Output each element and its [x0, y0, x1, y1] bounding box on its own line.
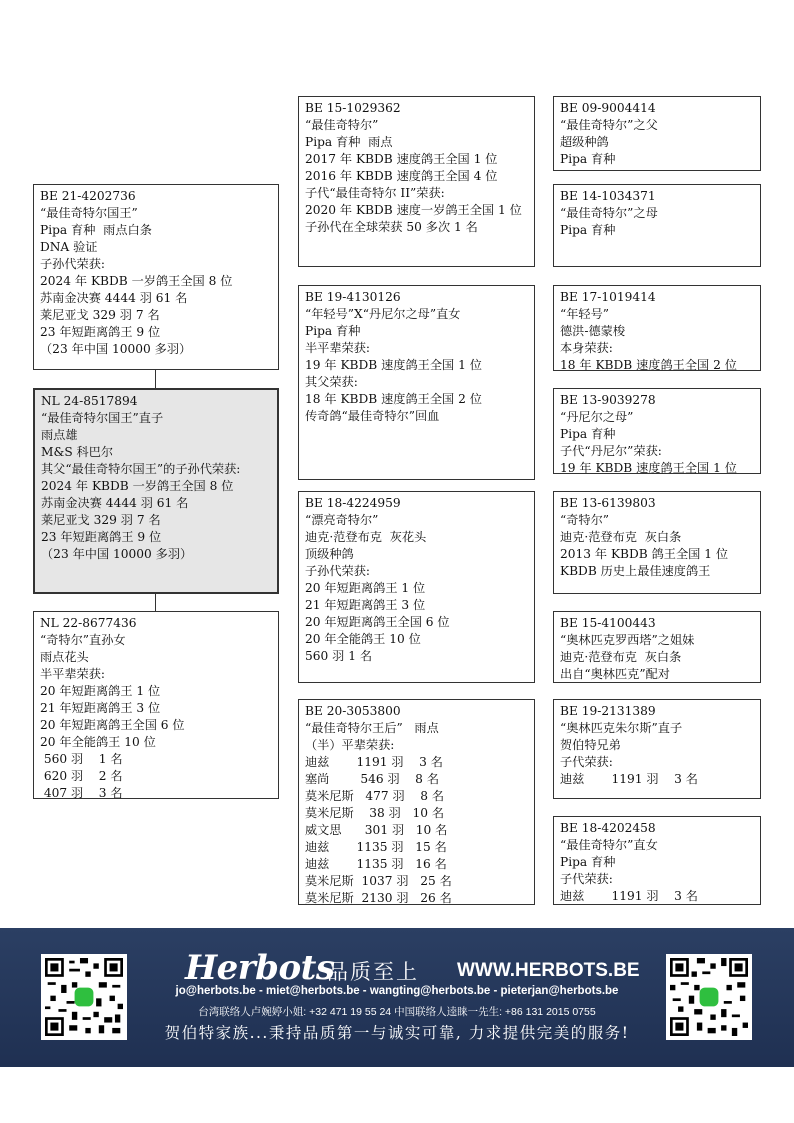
card-line: 子代荣获:	[560, 755, 613, 769]
card-line: 其父“最佳奇特尔国王”的子孙代荣获:	[41, 462, 241, 476]
dam-dam-card	[298, 699, 535, 905]
card-line: “奥林匹克朱尔斯”直子	[560, 721, 683, 735]
card-line: 迪克·范登布克 灰花头	[305, 530, 427, 544]
card-line: 子代“丹尼尔”荣获:	[560, 444, 662, 458]
card-line: 莱尼亚戈 329 羽 7 名	[41, 513, 161, 527]
card-line: 本身荣获:	[560, 341, 613, 355]
card-line: “最佳奇特尔王后” 雨点	[305, 721, 439, 735]
card-line: 塞尚 546 羽 8 名	[305, 772, 440, 786]
card-line: 子代“最佳奇特尔 II”荣获:	[305, 186, 445, 200]
card-line: 子孙代在全球荣获 50 多次 1 名	[305, 220, 478, 234]
card-line: 其父荣获:	[305, 375, 358, 389]
card-line: 威文思 301 羽 10 名	[305, 823, 448, 837]
contact-emails[interactable]: jo@herbots.be - miet@herbots.be - wangting@herbots.be - pieterjan@herbots.be	[175, 985, 619, 997]
card-line: 2020 年 KBDB 速度一岁鸽王全国 1 位	[305, 203, 522, 217]
card-line: “最佳奇特尔国王”	[40, 206, 138, 220]
card-line: 2013 年 KBDB 鸽王全国 1 位	[560, 547, 729, 561]
card-line: 雨点花头	[40, 650, 89, 664]
ring-number: BE 19-4130126	[305, 290, 401, 304]
card-line: 迪克·范登布克 灰白条	[560, 650, 682, 664]
qr-code-wechat	[666, 954, 752, 1040]
card-line: Pipa 育种 雨点白条	[40, 223, 152, 237]
card-line: 子代荣获:	[560, 872, 613, 886]
qr-code-line	[41, 954, 127, 1040]
card-line: 560 羽 1 名	[305, 649, 373, 663]
card-line: 贺伯特兄弟	[560, 738, 621, 752]
card-line: Pipa 育种	[560, 152, 616, 166]
ring-number: NL 22-8677436	[40, 616, 137, 630]
card-line: 德洪-德蒙梭	[560, 324, 626, 338]
card-line: 莱尼亚戈 329 羽 7 名	[40, 308, 160, 322]
card-line: 莫米尼斯 2130 羽 26 名	[305, 891, 452, 905]
card-line: 莫米尼斯 38 羽 10 名	[305, 806, 445, 820]
card-line: 子孙代荣获:	[40, 257, 106, 271]
contact-phones: 台湾联络人卢婉婷小姐: +32 471 19 55 24 中国联络人逵睐一先生: +86 131 2015 0755	[198, 1006, 596, 1018]
card-line: 21 年短距离鸽王 3 位	[305, 598, 426, 612]
card-line: 莫米尼斯 477 羽 8 名	[305, 789, 445, 803]
sire-card	[33, 184, 279, 370]
card-line: 19 年 KBDB 速度鸽王全国 1 位	[305, 358, 482, 372]
card-line: 620 羽 2 名	[40, 769, 123, 783]
sire-dam-card	[298, 285, 535, 480]
wechat-icon	[700, 988, 719, 1007]
ring-number: BE 09-9004414	[560, 101, 656, 115]
card-line: （半）平辈荣获:	[305, 738, 395, 752]
card-line: 20 年短距离鸽王全国 6 位	[40, 718, 185, 732]
card-line: 迪兹 1191 羽 3 名	[560, 889, 698, 903]
card-line: 20 年全能鸽王 10 位	[40, 735, 156, 749]
card-line: Pipa 育种	[560, 427, 616, 441]
connector-subject-dam	[155, 594, 156, 611]
brand-logo: Herbots	[185, 948, 335, 988]
card-line: 2016 年 KBDB 速度鸽王全国 4 位	[305, 169, 498, 183]
ring-number: BE 13-9039278	[560, 393, 656, 407]
card-line: 18 年 KBDB 速度鸽王全国 2 位	[560, 358, 737, 371]
card-line: DNA 验证	[40, 240, 98, 254]
card-line: 半平辈荣获:	[305, 341, 371, 355]
ring-number: BE 15-1029362	[305, 101, 401, 115]
great-grandparent-card-8	[553, 816, 761, 905]
card-line: M&S 科巴尔	[41, 445, 114, 459]
ring-number: BE 15-4100443	[560, 616, 656, 630]
great-grandparent-card-5	[553, 491, 761, 594]
card-line: 莫米尼斯 1037 羽 25 名	[305, 874, 452, 888]
great-grandparent-card-4	[553, 388, 761, 474]
card-line: “奇特尔”直孙女	[40, 633, 126, 647]
ring-number: BE 20-3053800	[305, 704, 401, 718]
card-line: KBDB 历史上最佳速度鸽王	[560, 564, 711, 578]
company-motto: 贺伯特家族...秉持品质第一与诚实可靠, 力求提供完美的服务!	[164, 1024, 630, 1042]
card-line: 苏南金决赛 4444 羽 61 名	[41, 496, 189, 510]
great-grandparent-card-2	[553, 184, 761, 267]
card-line: “奥林匹克罗西塔”之姐妹	[560, 633, 695, 647]
great-grandparent-card-1	[553, 96, 761, 171]
footer-banner	[0, 928, 794, 1067]
card-line: Pipa 育种	[305, 324, 361, 338]
card-line: “最佳奇特尔”	[305, 118, 379, 132]
qr-code-left-graphic	[45, 958, 123, 1036]
card-line: Pipa 育种	[560, 223, 616, 237]
card-line: 23 年短距离鸽王 9 位	[40, 325, 161, 339]
brand-tagline: 品质至上	[327, 960, 419, 984]
card-line: （23 年中国 10000 多羽）	[41, 547, 193, 561]
card-line: Pipa 育种 雨点	[305, 135, 393, 149]
great-grandparent-card-7	[553, 699, 761, 799]
card-line: “丹尼尔之母”	[560, 410, 634, 424]
card-line: 超级种鸽	[560, 135, 609, 149]
card-line: 19 年 KBDB 速度鸽王全国 1 位	[560, 461, 737, 474]
card-line: 21 年短距离鸽王 3 位	[40, 701, 161, 715]
card-line: 雨点雄	[41, 428, 78, 442]
subject-pigeon-card	[33, 388, 279, 594]
ring-number: NL 24-8517894	[41, 394, 138, 408]
card-line: 2024 年 KBDB 一岁鸽王全国 8 位	[40, 274, 233, 288]
ring-number: BE 21-4202736	[40, 189, 136, 203]
card-line: 出自“奥林匹克”配对	[560, 667, 670, 681]
card-line: “年轻号”	[560, 307, 610, 321]
line-icon	[75, 988, 94, 1007]
connector-sire-subject	[155, 370, 156, 388]
card-line: 2017 年 KBDB 速度鸽王全国 1 位	[305, 152, 498, 166]
card-line: 20 年短距离鸽王全国 6 位	[305, 615, 450, 629]
card-line: 迪兹 1135 羽 15 名	[305, 840, 447, 854]
card-line: “最佳奇特尔国王”直子	[41, 411, 164, 425]
dam-card	[33, 611, 279, 799]
ring-number: BE 18-4224959	[305, 496, 401, 510]
ring-number: BE 19-2131389	[560, 704, 656, 718]
card-line: 2024 年 KBDB 一岁鸽王全国 8 位	[41, 479, 234, 493]
website-link[interactable]: WWW.HERBOTS.BE	[457, 960, 640, 981]
great-grandparent-card-6	[553, 611, 761, 683]
card-line: 407 羽 3 名	[40, 786, 123, 799]
card-line: 560 羽 1 名	[40, 752, 123, 766]
card-line: “最佳奇特尔”之母	[560, 206, 658, 220]
card-line: “最佳奇特尔”直女	[560, 838, 658, 852]
card-line: 20 年短距离鸽王 1 位	[40, 684, 161, 698]
card-line: 23 年短距离鸽王 9 位	[41, 530, 162, 544]
card-line: Pipa 育种	[560, 855, 616, 869]
qr-code-right-graphic	[670, 958, 748, 1036]
card-line: 迪兹 1191 羽 3 名	[560, 772, 698, 786]
card-line: “漂亮奇特尔”	[305, 513, 379, 527]
card-line: 迪克·范登布克 灰白条	[560, 530, 682, 544]
great-grandparent-card-3	[553, 285, 761, 371]
card-line: 20 年全能鸽王 10 位	[305, 632, 421, 646]
card-line: 迪兹 1191 羽 3 名	[305, 755, 443, 769]
card-line: “奇特尔”	[560, 513, 610, 527]
card-line: 子孙代荣获:	[305, 564, 371, 578]
sire-sire-card	[298, 96, 535, 267]
ring-number: BE 17-1019414	[560, 290, 656, 304]
card-line: “最佳奇特尔”之父	[560, 118, 658, 132]
card-line: 顶级种鸽	[305, 547, 354, 561]
card-line: 迪兹 1135 羽 16 名	[305, 857, 447, 871]
card-line: （23 年中国 10000 多羽）	[40, 342, 192, 356]
ring-number: BE 13-6139803	[560, 496, 656, 510]
card-line: 18 年 KBDB 速度鸽王全国 2 位	[305, 392, 482, 406]
card-line: “年轻号”X“丹尼尔之母”直女	[305, 307, 461, 321]
card-line: 半平辈荣获:	[40, 667, 106, 681]
ring-number: BE 14-1034371	[560, 189, 656, 203]
card-line: 20 年短距离鸽王 1 位	[305, 581, 426, 595]
card-line: 苏南金决赛 4444 羽 61 名	[40, 291, 188, 305]
dam-sire-card	[298, 491, 535, 683]
ring-number: BE 18-4202458	[560, 821, 656, 835]
card-line: 传奇鸽“最佳奇特尔”回血	[305, 409, 440, 423]
